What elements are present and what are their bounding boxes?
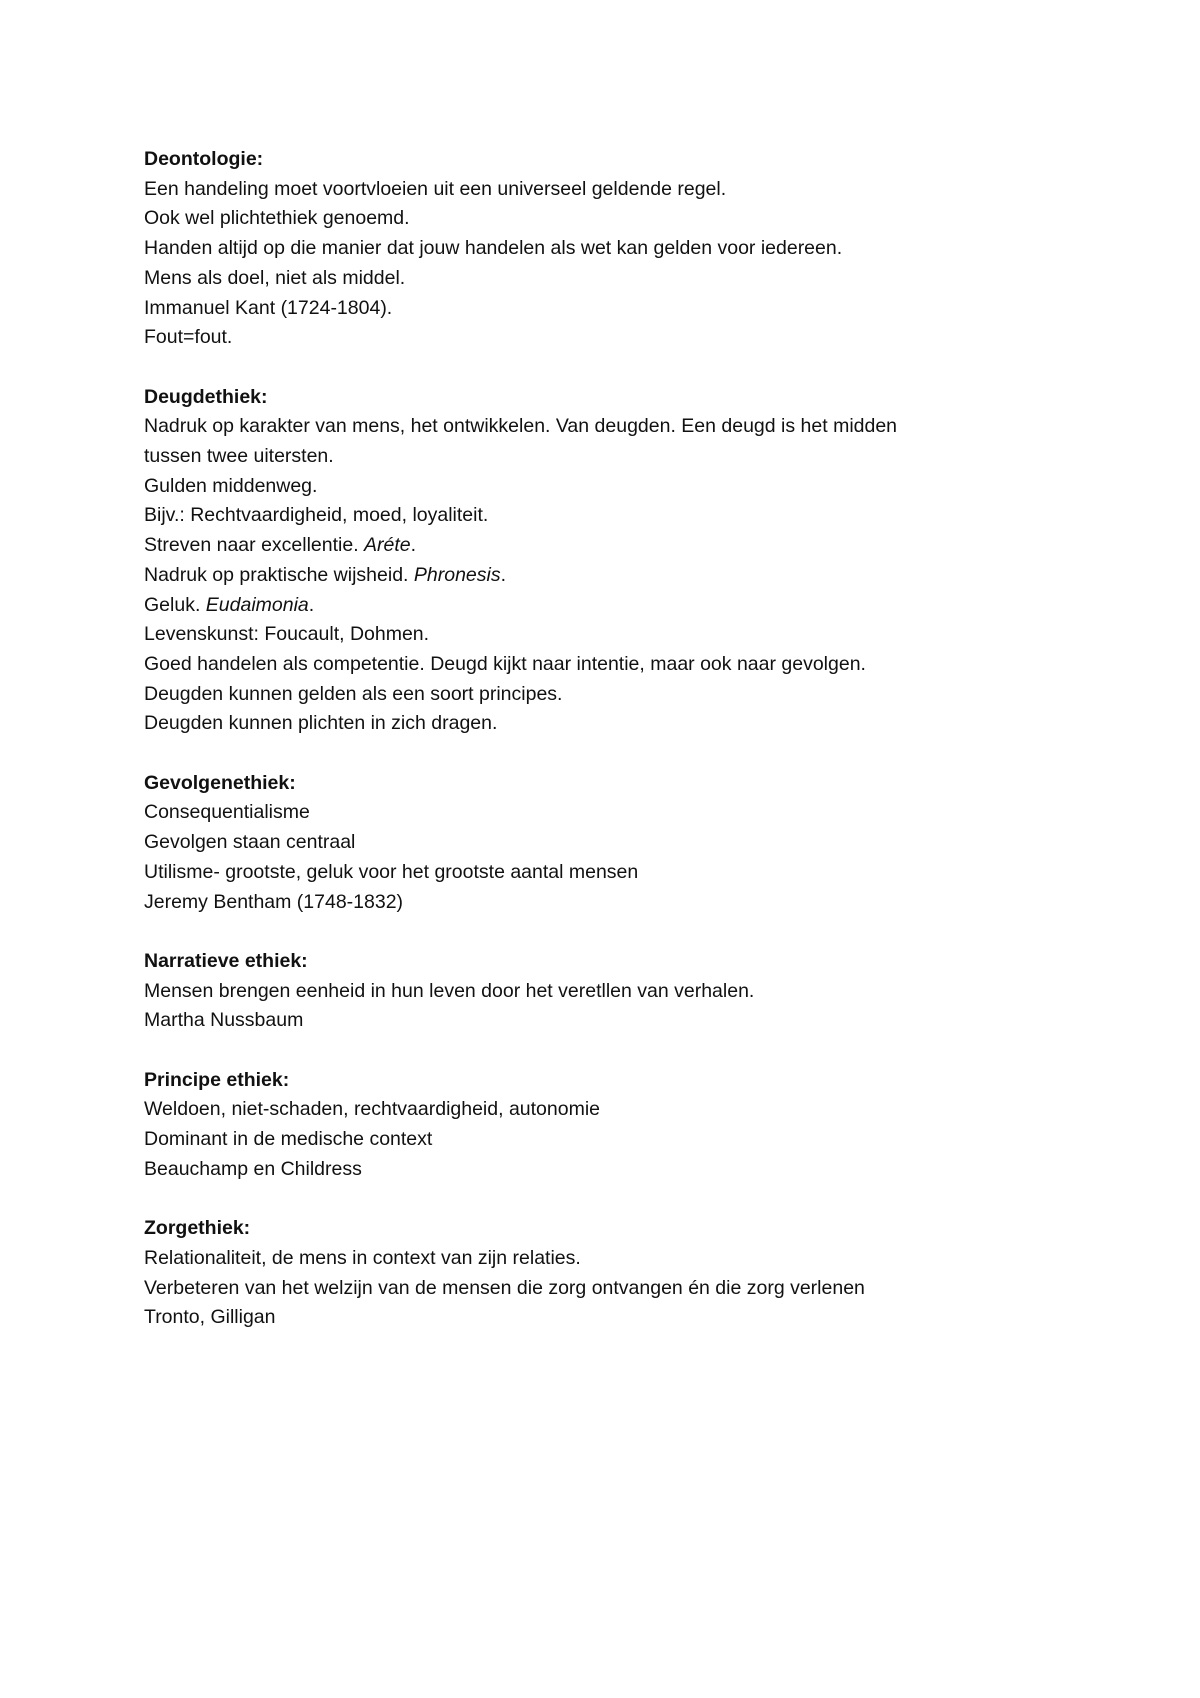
italic-term: Phronesis [413, 563, 501, 586]
italic-term: Aréte [364, 534, 411, 557]
text-line: Streven naar excellentie. Aréte. [144, 534, 417, 557]
text-line: Gevolgen staan centraal [144, 831, 356, 854]
text-line: Beauchamp en Childress [144, 1157, 362, 1180]
section-heading: Zorgethiek: [144, 1217, 251, 1240]
text-line: Ook wel plichtethiek genoemd. [144, 207, 410, 230]
text-line: Verbeteren van het welzijn van de mensen die zorg ontvangen én die zorg verlenen [144, 1276, 865, 1299]
section-heading: Deugdethiek: [144, 385, 268, 408]
section-principe-ethiek [144, 1066, 1064, 1185]
text-line: Een handeling moet voortvloeien uit een universeel geldende regel. [144, 177, 727, 200]
text-line: Relationaliteit, de mens in context van zijn relaties. [144, 1246, 581, 1269]
text-line: Geluk. Eudaimonia. [144, 593, 315, 616]
text-line: Mens als doel, niet als middel. [144, 266, 406, 289]
text-line: Consequentialisme [144, 801, 310, 824]
section-zorgethiek [144, 1214, 1064, 1333]
text-line: Nadruk op karakter van mens, het ontwikkelen. Van deugden. Een deugd is het midden tussen twee uitersten. [144, 415, 898, 468]
italic-term: Eudaimonia [205, 593, 309, 616]
text-line: Deugden kunnen plichten in zich dragen. [144, 712, 498, 735]
section-heading: Narratieve ethiek: [144, 949, 308, 972]
text-line: Mensen brengen eenheid in hun leven door het veretllen van verhalen. [144, 979, 755, 1002]
text-line: Utilisme- grootste, geluk voor het grootste aantal mensen [144, 860, 639, 883]
text-line: Weldoen, niet-schaden, rechtvaardigheid, autonomie [144, 1098, 601, 1121]
text-line: Goed handelen als competentie. Deugd kijkt naar intentie, maar ook naar gevolgen. [144, 652, 866, 675]
text-line: Dominant in de medische context [144, 1128, 433, 1151]
text-line: Gulden middenweg. [144, 474, 318, 497]
section-heading: Principe ethiek: [144, 1068, 290, 1091]
text-line: Nadruk op praktische wijsheid. Phronesis. [144, 563, 507, 586]
document-page [144, 145, 1064, 1363]
text-line: Bijv.: Rechtvaardigheid, moed, loyaliteit. [144, 504, 489, 527]
text-line: Deugden kunnen gelden als een soort principes. [144, 682, 563, 705]
text-line: Immanuel Kant (1724-1804). [144, 296, 393, 319]
section-narratieve-ethiek [144, 947, 1064, 1036]
section-heading: Deontologie: [144, 148, 264, 170]
text-line: Jeremy Bentham (1748-1832) [144, 890, 404, 913]
section-heading: Gevolgenethiek: [144, 771, 296, 794]
text-line: Tronto, Gilligan [144, 1306, 276, 1329]
text-line: Martha Nussbaum [144, 1009, 304, 1032]
text-line: Fout=fout. [144, 326, 233, 349]
text-line: Levenskunst: Foucault, Dohmen. [144, 623, 430, 646]
section-deontologie [144, 145, 1064, 353]
section-deugdethiek [144, 383, 1064, 739]
section-gevolgenethiek [144, 769, 1064, 918]
text-line: Handen altijd op die manier dat jouw handelen als wet kan gelden voor iedereen. [144, 237, 843, 260]
